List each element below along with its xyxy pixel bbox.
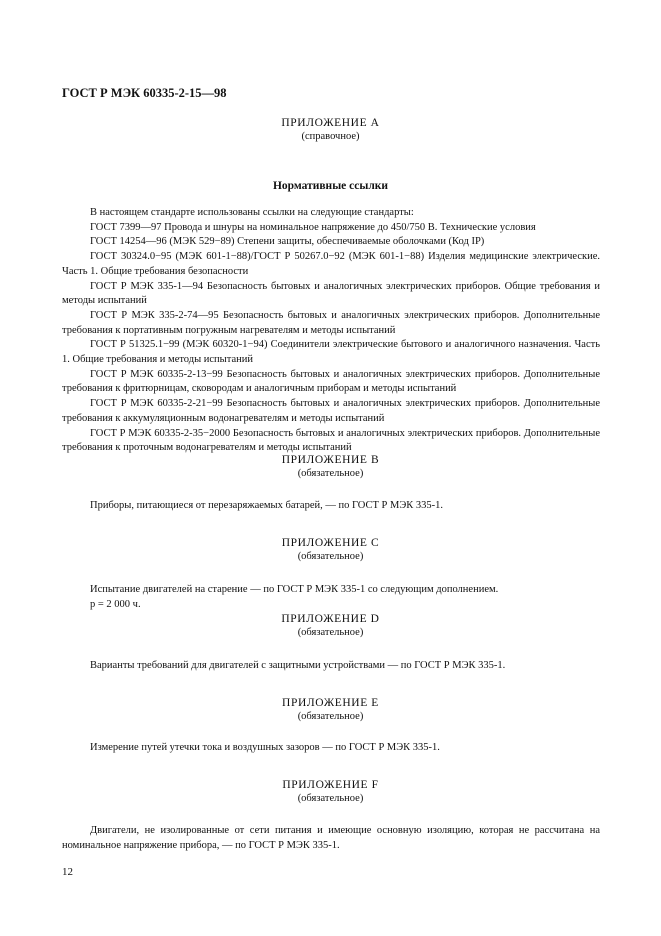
reference-item: ГОСТ Р МЭК 335-1—94 Безопасность бытовых и аналогичных электрических приборов. Общие требования и методы испытаний [62, 280, 600, 307]
annex-f-body [62, 824, 600, 853]
normative-references-heading: Нормативные ссылки [272, 180, 389, 192]
annex-f-title: ПРИЛОЖЕНИЕ F [282, 779, 379, 791]
annex-c-title: ПРИЛОЖЕНИЕ С [281, 537, 380, 549]
reference-item: ГОСТ 30324.0−95 (МЭК 601-1−88)/ГОСТ Р 50267.0−92 (МЭК 601-1−88) Изделия медицинские электрические. Часть 1. Общие требования безопасности [62, 251, 600, 277]
reference-item: ГОСТ 14254—96 (МЭК 529−89) Степени защиты, обеспечиваемые оболочками (Код IP) [90, 236, 485, 248]
annex-d-text: Варианты требований для двигателей с защитными устройствами — по ГОСТ Р МЭК 335-1. [90, 660, 506, 671]
annex-a-status: (справочное) [301, 131, 360, 142]
reference-item: ГОСТ Р МЭК 60335-2-13−99 Безопасность бытовых и аналогичных электрических приборов. Дополнительные требования к фритюрницам, сковородам и аналогичным приборам и методы испытаний [62, 368, 600, 395]
annex-a-title: ПРИЛОЖЕНИЕ А [281, 117, 380, 129]
reference-item: ГОСТ 7399—97 Провода и шнуры на номинальное напряжение до 450/750 В. Технические условия [90, 221, 536, 233]
page-number: 12 [62, 866, 73, 878]
annex-c-formula: p = 2 000 ч. [90, 598, 141, 610]
annex-e-body [62, 741, 600, 756]
annex-f-status: (обязательное) [297, 793, 364, 804]
annex-c-heading [0, 536, 661, 564]
annex-a-heading [0, 116, 661, 144]
reference-item: ГОСТ Р 51325.1−99 (МЭК 60320-1−94) Соединители электрические бытового и аналогичного назначения. Часть 1. Общие требования и методы испытаний [62, 339, 600, 366]
reference-item: ГОСТ Р МЭК 60335-2-35−2000 Безопасность бытовых и аналогичных электрических приборов. Дополнительные требования к проточным водонагревателям и методы испытаний [62, 427, 600, 454]
annex-f-heading [0, 778, 661, 806]
annex-e-heading [0, 696, 661, 724]
annex-b-title: ПРИЛОЖЕНИЕ В [281, 454, 380, 466]
annex-f-text: Двигатели, не изолированные от сети питания и имеющие основную изоляцию, которая не рассчитана на номинальное напряжение прибора, — по ГОСТ Р МЭК 335-1. [62, 825, 600, 851]
annex-d-title: ПРИЛОЖЕНИЕ D [281, 613, 380, 625]
annex-d-heading [0, 612, 661, 640]
annex-d-status: (обязательное) [297, 627, 364, 638]
annex-c-status: (обязательное) [297, 551, 364, 562]
annex-e-status: (обязательное) [297, 711, 364, 722]
annex-d-body [62, 659, 600, 674]
annex-b-body [62, 499, 600, 514]
references-list [62, 206, 600, 456]
annex-c-body [62, 583, 600, 612]
references-intro: В настоящем стандарте использованы ссылки на следующие стандарты: [90, 207, 414, 218]
reference-item: ГОСТ Р МЭК 60335-2-21−99 Безопасность бытовых и аналогичных электрических приборов. Дополнительные требования к аккумуляционным водонагревателям и методы испытаний [62, 398, 600, 424]
annex-e-title: ПРИЛОЖЕНИЕ Е [282, 697, 379, 709]
annex-b-heading [0, 453, 661, 481]
reference-item: ГОСТ Р МЭК 335-2-74—95 Безопасность бытовых и аналогичных электрических приборов. Дополнительные требования к портативным погружным нагревателям и методы испытаний [62, 309, 600, 336]
annex-b-text: Приборы, питающиеся от перезаряжаемых батарей, — по ГОСТ Р МЭК 335-1. [90, 500, 444, 511]
document-code: ГОСТ Р МЭК 60335-2-15—98 [62, 86, 227, 100]
annex-c-text: Испытание двигателей на старение — по ГОСТ Р МЭК 335-1 со следующим дополнением. [90, 584, 499, 595]
annex-b-status: (обязательное) [297, 468, 364, 479]
annex-e-text: Измерение путей утечки тока и воздушных зазоров — по ГОСТ Р МЭК 335-1. [90, 742, 440, 753]
